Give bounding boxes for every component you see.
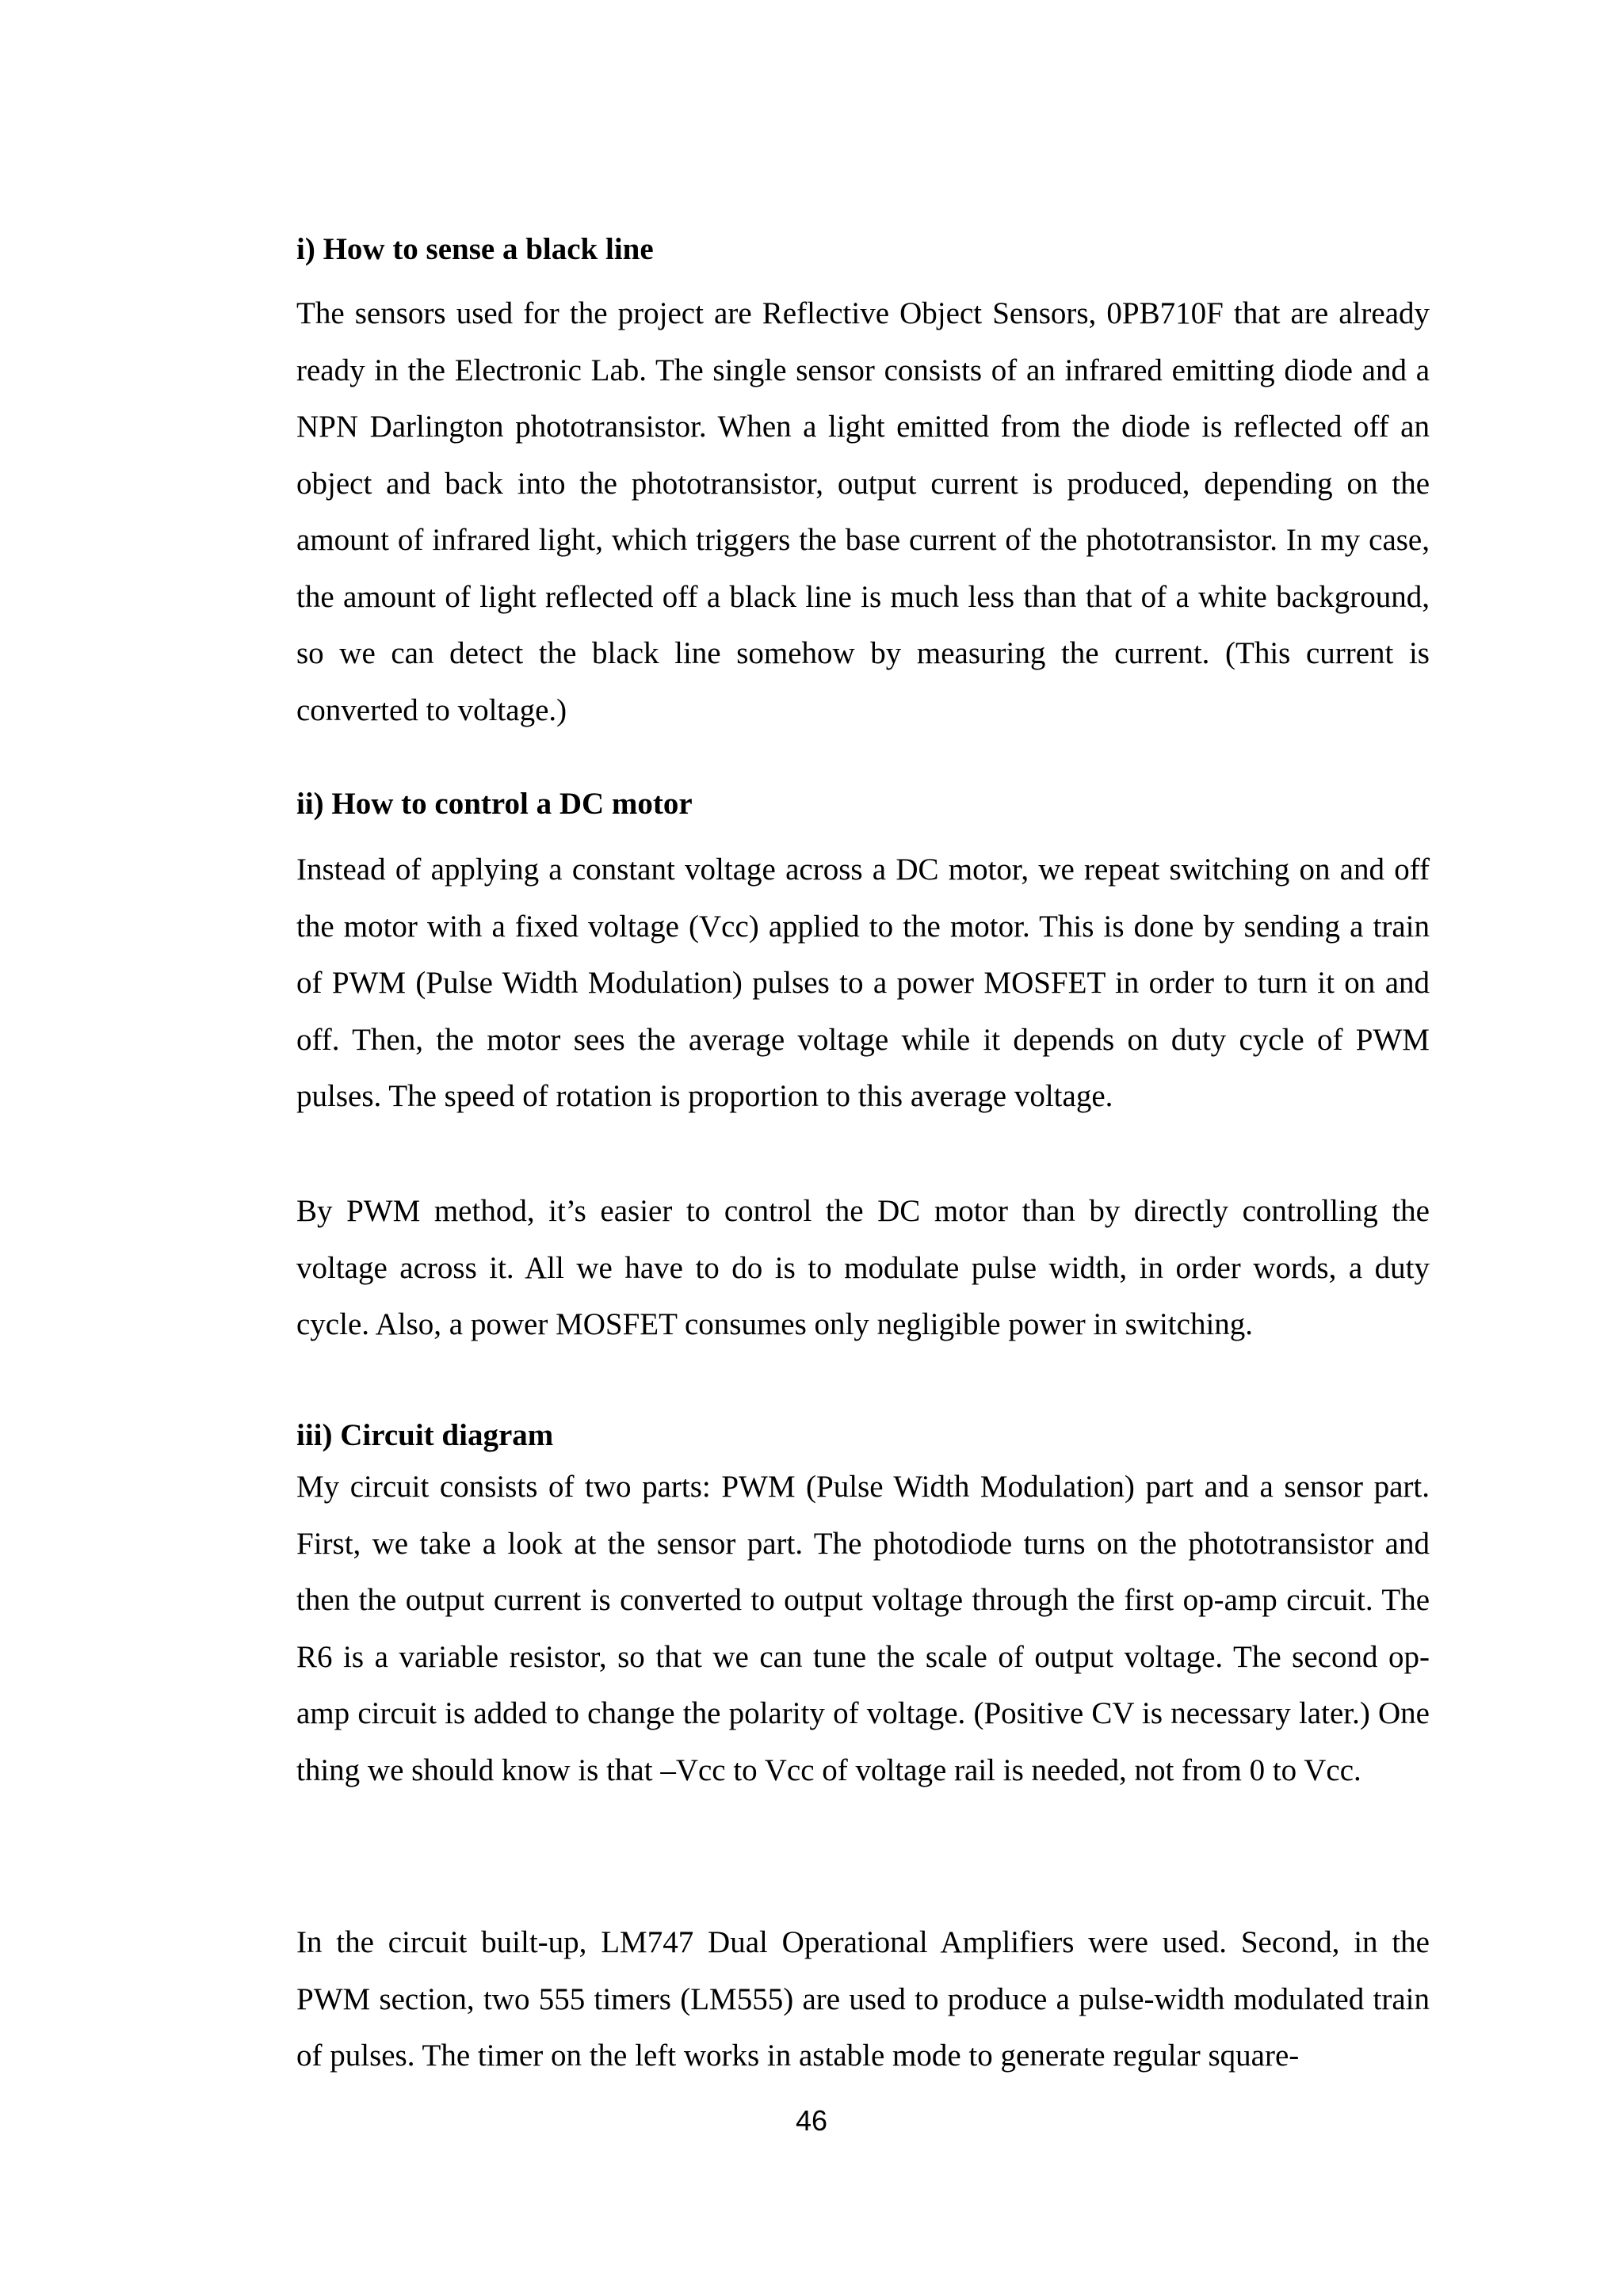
- paragraph-pwm-advantages: By PWM method, it’s easier to control the DC motor than by directly controlling the voltage across it. All we have to do is to modulate pulse width, in order words, a duty cycle. Also, a power MOSFET consumes only negligible power in switching.: [296, 1194, 1430, 1341]
- section-heading-circuit-diagram: iii) Circuit diagram: [296, 1418, 554, 1452]
- paragraph-circuit-pwm-part: In the circuit built-up, LM747 Dual Operational Amplifiers were used. Second, in the PWM section, two 555 timers (LM555) are used to produce a pulse-width modulated train of pulses. The timer on the left works in astable mode to generate regular square-: [296, 1925, 1430, 2073]
- section-heading-sense-black-line: i) How to sense a black line: [296, 232, 654, 266]
- paragraph-circuit-sensor-part: My circuit consists of two parts: PWM (Pulse Width Modulation) part and a sensor part. First, we take a look at the sensor part. The photodiode turns on the phototransistor and then the output current is converted to output voltage through the first op-amp circuit. The R6 is a variable resistor, so that we can tune the scale of output voltage. The second op-amp circuit is added to change the polarity of voltage. (Positive CV is necessary later.) One thing we should know is that –Vcc to Vcc of voltage rail is needed, not from 0 to Vcc.: [296, 1470, 1430, 1787]
- paragraph-sensor-description: The sensors used for the project are Reflective Object Sensors, 0PB710F that are already ready in the Electronic Lab. The single sensor consists of an infrared emitting diode and a NPN Darlington phototransistor. When a light emitted from the diode is reflected off an object and back into the phototransistor, output current is produced, depending on the amount of infrared light, which triggers the base current of the phototransistor. In my case, the amount of light reflected off a black line is much less than that of a white background, so we can detect the black line somehow by measuring the current. (This current is converted to voltage.): [296, 296, 1430, 727]
- section-heading-control-dc-motor: ii) How to control a DC motor: [296, 787, 693, 821]
- page-number: 46: [795, 2104, 828, 2137]
- paragraph-pwm-motor-control: Instead of applying a constant voltage across a DC motor, we repeat switching on and off the motor with a fixed voltage (Vcc) applied to the motor. This is done by sending a train of PWM (Pulse Width Modulation) pulses to a power MOSFET in order to turn it on and off. Then, the motor sees the average voltage while it depends on duty cycle of PWM pulses. The speed of rotation is proportion to this average voltage.: [296, 852, 1430, 1113]
